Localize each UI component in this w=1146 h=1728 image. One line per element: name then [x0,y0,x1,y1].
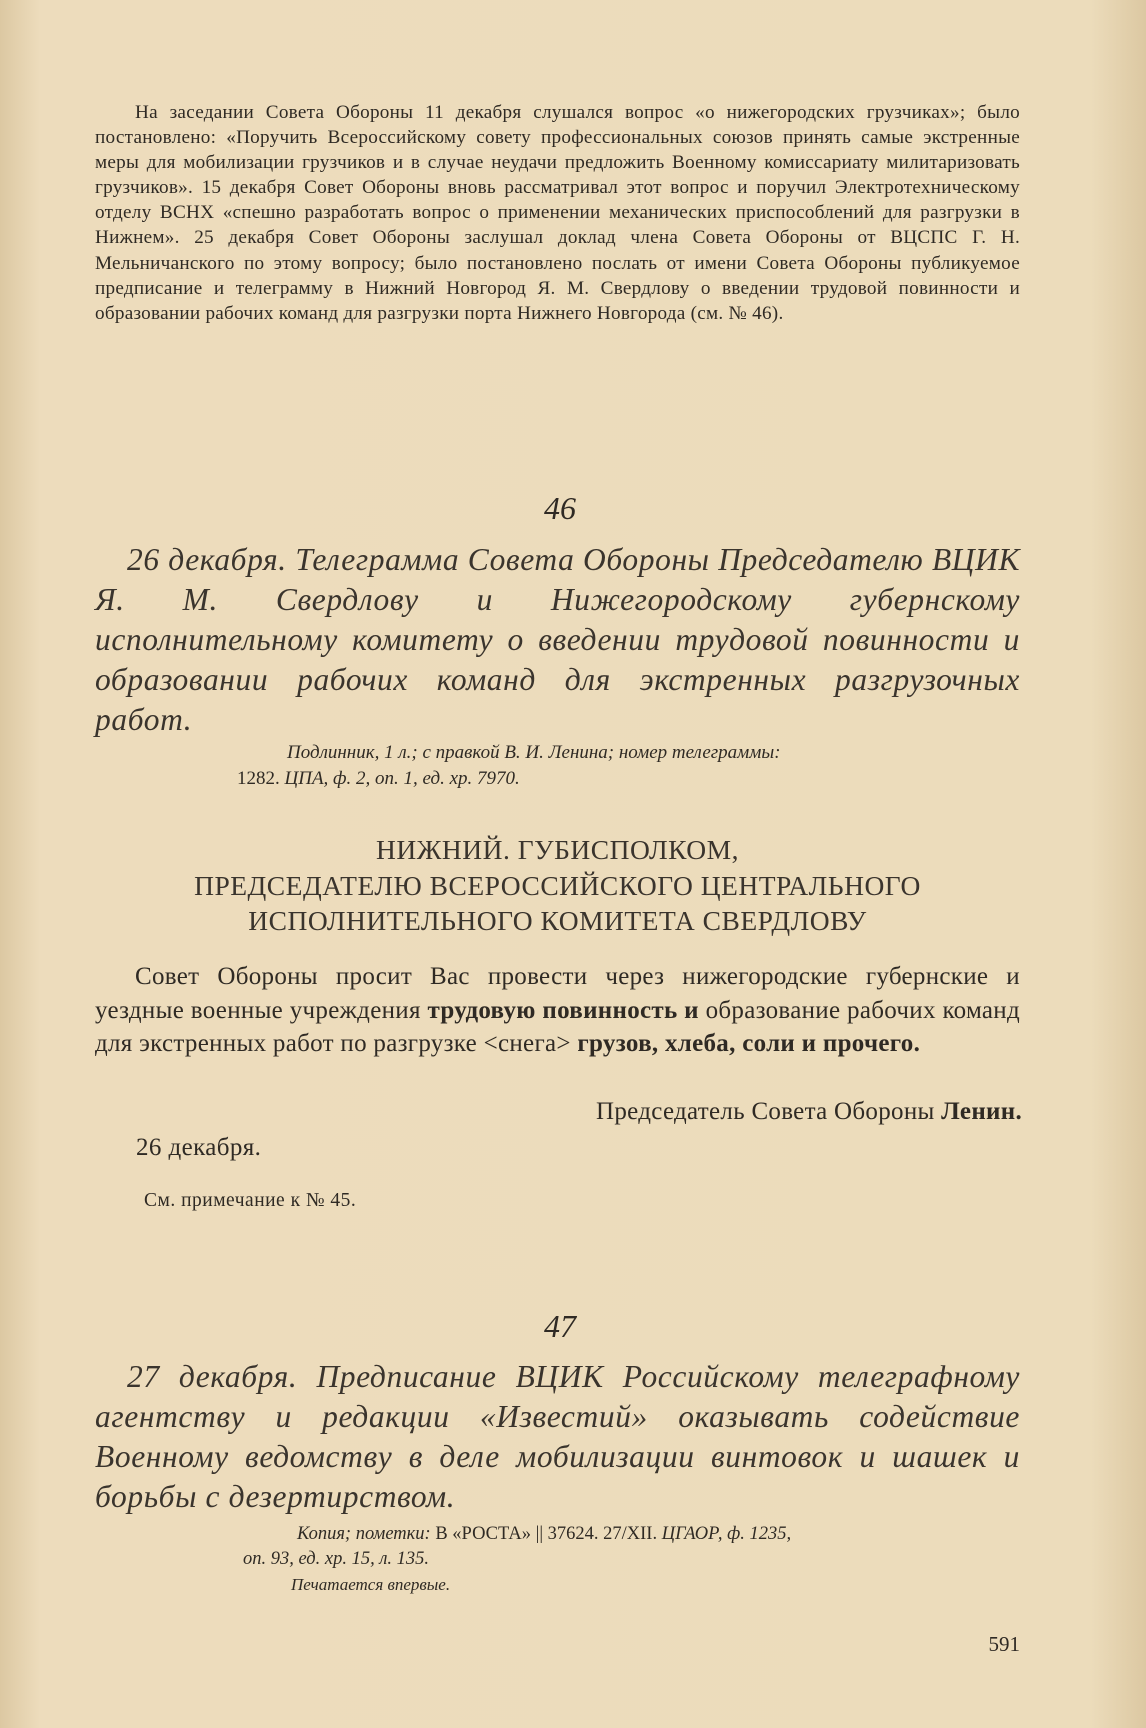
telegram-body [95,960,1020,1061]
body-text-part-2: образование рабочих команд для экстренных работ по разгрузке [95,996,1020,1057]
document-heading-46: 26 декабря. Телеграмма Совета Обороны Председателю ВЦИК Я. М. Свердлову и Нижегородскому губернскому исполнительному комитету о введении трудовой повинности и образовании рабочих команд для экстренных разгрузочных работ. [95,542,1020,737]
source-line-2 [95,766,1020,792]
body-bold-part-2: грузов, хлеба, соли и прочего. [577,1030,921,1057]
intro-paragraph: На заседании Совета Обороны 11 декабря слушался вопрос «о нижегородских грузчиках»; было постановлено: «Поручить Всероссийскому совету профессиональных союзов принять самые экстренные меры для мобилизации грузчиков и в случае неудачи предложить Военному комиссариату милитаризовать грузчиков». 15 декабря Совет Обороны вновь рассматривал этот вопрос и поручил Электротехническому отделу ВСНХ «спешно разработать вопрос о применении механических приспособлений для разгрузки в Нижнем». 25 декабря Совет Обороны заслушал доклад члена Совета Обороны от ВЦСПС Г. Н. Мельничанского по этому вопросу; было постановлено послать от имени Совета Обороны публикуемое предписание и телеграмму в Нижний Новгород Я. М. Свердлову о введении трудовой повинности и образовании рабочих команд для разгрузки порта Нижнего Новгорода (см. № 46). [95,102,1020,324]
document-number-46: 46 [544,490,576,526]
document-number-47: 47 [544,1308,576,1344]
source47-italic-2: ЦГАОР, ф. 1235, [661,1524,792,1544]
signature-line [596,1098,1022,1126]
editorial-deletion-open-icon: < [483,1030,498,1057]
signature-name: Ленин. [941,1098,1022,1125]
footnote-reference: См. примечание к № 45. [144,1190,357,1211]
telegram-address [95,832,1020,939]
page-number: 591 [988,1632,1020,1656]
source47-line-2: оп. 93, ед. хр. 15, л. 135. [243,1549,430,1569]
telegram-date: 26 декабря. [136,1134,262,1161]
body-bold-part-1: трудовую повинность и [427,996,699,1024]
body-text-part-1: Совет Обороны просит Вас провести через нижегородские губернские и уездные военные учреждения [95,963,1020,1024]
document-heading-47: 27 декабря. Предписание ВЦИК Российскому телеграфному агентству и редакции «Известий» оказывать содействие Военному ведомству в деле мобилизации винтовок и шашек и борьбы с дезертирством. [95,1359,1020,1514]
address-line-2: ПРЕДСЕДАТЕЛЮ ВСЕРОССИЙСКОГО ЦЕНТРАЛЬНОГО [194,869,921,901]
source47-italic-1: Копия; пометки: [297,1524,431,1544]
signature-title: Председатель Совета Обороны [596,1098,935,1125]
editorial-deletion-close-icon: > [556,1030,571,1057]
archival-source-46 [95,740,1020,792]
address-line-3: ИСПОЛНИТЕЛЬНОГО КОМИТЕТА СВЕРДЛОВУ [248,905,867,936]
deleted-word: снега [497,1030,557,1057]
source47-marks: В «РОСТА» || 37624. 27/XII. [435,1524,658,1544]
telegram-number: 1282. [237,768,280,789]
archive-reference: ЦПА, ф. 2, оп. 1, ед. хр. 7970. [284,768,520,789]
source-line-1: Подлинник, 1 л.; с правкой В. И. Ленина; номер телеграммы: [287,742,781,763]
archival-source-47 [95,1522,1020,1597]
source47-line-1 [95,1522,1020,1547]
source47-line-3: Печатается впервые. [291,1575,451,1594]
address-line-1: НИЖНИЙ. ГУБИСПОЛКОМ, [376,834,739,865]
